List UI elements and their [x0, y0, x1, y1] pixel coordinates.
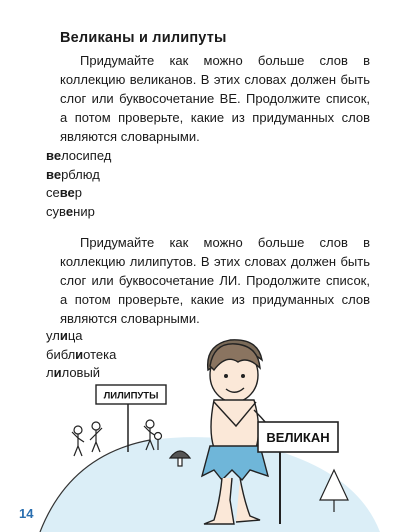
list-item: север [46, 185, 83, 200]
list-item: улица [46, 328, 83, 343]
list-item: велосипед [46, 148, 112, 163]
list-item: верблюд [46, 166, 100, 182]
list-item: лиловый [46, 365, 101, 380]
instruction-giants: Придумайте как можно больше слов в коллекцию великанов. В этих словах должен быть слог или буквосочетание ВЕ. Продолжите список, а потом проверьте, какие из придуманных слов являются словарными. [60, 53, 370, 144]
lilliputians-sign-text: ЛИЛИПУТЫ [103, 390, 159, 402]
page-title: Великаны и лилипуты [60, 30, 227, 46]
instruction-lilliputians: Придумайте как можно больше слов в коллекцию лилипутов. В этих словах должен быть слог или буквосочетание ЛИ. Продолжите список, а потом проверьте, какие из придуманных слов являются словарными. [60, 235, 370, 326]
list-item: библиотека [46, 346, 117, 362]
list-item: сувенир [46, 203, 95, 219]
giant-sign-text: ВЕЛИКАН [266, 430, 330, 445]
page-number: 14 [19, 506, 34, 521]
